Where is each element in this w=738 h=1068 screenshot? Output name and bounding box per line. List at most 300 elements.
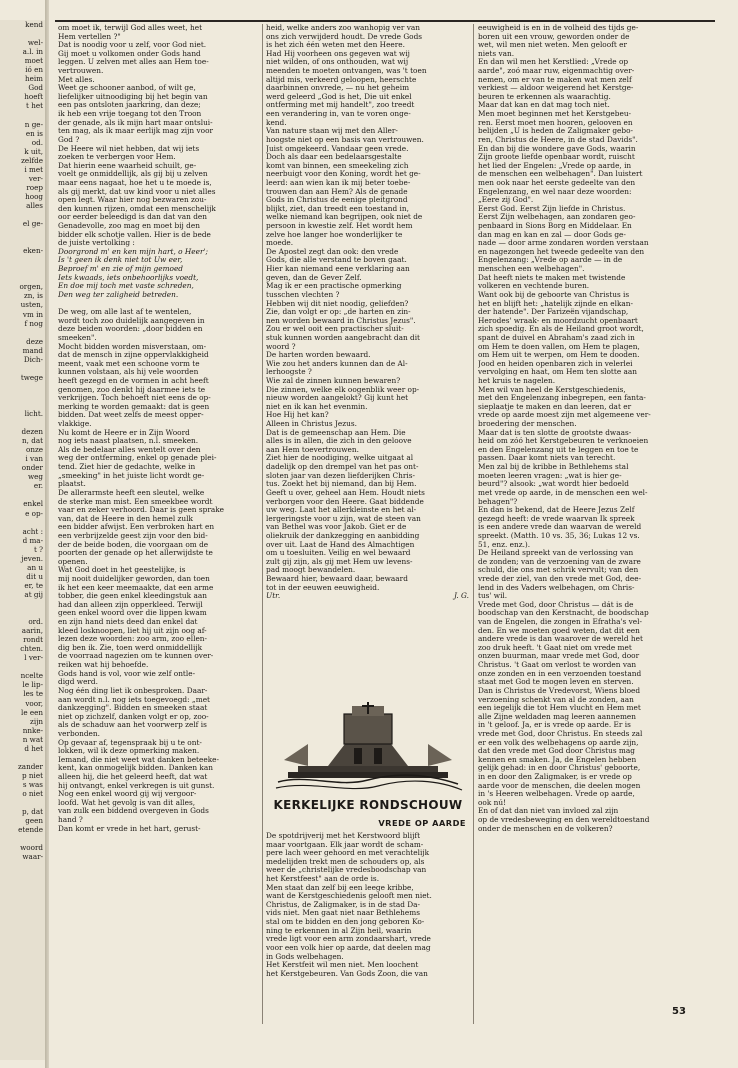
previous-page-line: t ? [33, 544, 43, 554]
previous-page-line: od. [31, 137, 43, 147]
previous-page-line [0, 228, 46, 237]
text-line: penbaard in Sions Borg en Middelaar. En [478, 222, 632, 231]
text-line: het lied der Engelen: „Vrede op aarde, in [478, 161, 632, 170]
text-line: wordt toch zoo duidelijk aangegeven in [58, 316, 205, 325]
text-line: openen. [58, 557, 88, 566]
text-line: ning te erkennen in al Zijn heil, waarin [266, 925, 412, 935]
text-line: Ziet hier de noodiging, welke uitgaat al [266, 454, 414, 463]
text-line: nade — door arme zondaren worden verstaan [478, 239, 649, 248]
previous-page-line: aarin, [21, 626, 43, 636]
text-line: dat de mensch in zijne oppervlakkigheid [58, 351, 209, 360]
text-line: loofd. Wat het gevolg is van dit alles, [58, 798, 196, 807]
text-line: Is 't geen ik denk niet tot Uw eer, [58, 256, 183, 265]
text-line: Jood en heiden openbaren zich in velerlei [478, 359, 633, 368]
text-line: neerbuigt voor den Koning, wordt het ge- [266, 170, 421, 179]
text-line: verkiest — aldoor weigerend het Kerstge- [478, 84, 634, 93]
text-line: vrede op aarde moest zijn met algemeene ver- [478, 411, 651, 420]
text-line: Iets kwaads, iets onbehoorlijks voedt, [58, 273, 199, 282]
text-line: De weg, om alle last af te wentelen, [58, 308, 192, 317]
previous-page-line: el ge- [22, 219, 43, 229]
text-line: om moet ik, terwijl God alles weet, het [58, 24, 203, 32]
previous-page-line: k uit, [24, 146, 43, 156]
previous-page-line: roep [26, 182, 43, 192]
text-line: Den weg ter zaligheid betreden. [58, 290, 179, 299]
text-line: het en blijft het: „hatelijk zijnde en elkan- [478, 299, 634, 308]
text-line: lergeringste voor u zijn, wat de steen van [266, 514, 421, 523]
text-line: met den Engelenzang inbegrepen, een fanta- [478, 394, 646, 403]
text-line: Dat heeft niets te maken met twistende [478, 273, 626, 282]
text-line: En doe mij toch met vaste schreden, [58, 282, 194, 291]
previous-page-line: weg [27, 472, 43, 482]
text-line: mij nooit duidelijker geworden, dan toen [58, 575, 210, 583]
text-line: Als de bedelaar alles wentelt over den [58, 445, 201, 454]
article-signature [266, 592, 469, 601]
text-line: Het Kerstfeit wil men niet. Men loochent [266, 960, 419, 970]
text-line: persoon in kwestie zelf. Het wordt hem [266, 222, 413, 231]
text-line: in 't geloof. Ja, er is vrede op aarde. Er is [478, 721, 631, 730]
text-line: meenden te moeten ontvangen, was 't toen [266, 67, 427, 76]
text-line: dadelijk op den drempel van het pas ont- [266, 463, 419, 472]
text-line: sloten jaar van dezen liefderijken Chris- [266, 471, 415, 480]
previous-page-line: etende [18, 825, 43, 835]
previous-page-line [0, 382, 46, 391]
previous-page-line: n wat [22, 734, 43, 744]
text-line: plaatst. [58, 480, 86, 489]
text-line: Weet ge schooner aanbod, of wilt ge, [58, 84, 196, 93]
text-line: dankzegging". Bidden en smeeken staat [58, 704, 208, 713]
text-line: er een volk des welbehagens op aarde zijn, [478, 738, 639, 747]
text-line: zoo druk heeft. 't Gaat niet om vrede met [478, 643, 632, 652]
text-line: zoeken te verbergen voor Hem. [58, 153, 176, 162]
text-line: heeft gezegd en de vormen in acht heeft [58, 376, 209, 385]
text-line: geven, dan de Gever Zelf. [266, 273, 362, 282]
text-line: een bidder afwijst. Een verbroken hart en [58, 523, 215, 532]
text-line: is het zich één weten met den Heere. [266, 41, 405, 50]
previous-page-line: zijn [30, 716, 43, 726]
text-line: smeeken". [58, 333, 97, 342]
text-line: lezen deze woorden: zoo arm, zoo ellen- [58, 635, 208, 644]
text-line: aan Hem toevertrouwen. [266, 445, 359, 454]
text-line: gezegd heeft: de vrede waarvan Ik spreek [478, 514, 635, 523]
previous-page-line [0, 599, 46, 608]
previous-page-line: le lip- [22, 680, 43, 690]
previous-page-line: waar- [22, 852, 43, 862]
text-line: broedering der menschen. [478, 420, 577, 429]
text-line: den. En we moeten goed weten, dat dit een [478, 626, 640, 635]
text-line: En dan wil men het Kerstlied: „Vrede op [478, 58, 629, 67]
previous-page-line: ncelte [20, 671, 43, 681]
previous-page-line [0, 798, 46, 807]
text-line: van, dat de Heere in den hemel zulk [58, 514, 193, 523]
text-line: Mocht bidden worden misverstaan, om- [58, 342, 207, 351]
text-line: Gods, die alle verstand te boven gaat. [266, 256, 407, 265]
text-line: Christus, de Zaligmaker, is in de stad Da- [266, 899, 420, 909]
page-number: 53 [672, 1006, 686, 1017]
text-line: over uit. Laat de Hand des Almachtigen [266, 540, 415, 549]
text-line: als gij merkt, dat uw kind voor u niet alles [58, 187, 216, 196]
previous-page-line: mand [22, 345, 43, 355]
text-line: zult gij zijn, als gij met Hem uw levens- [266, 557, 413, 566]
text-line: om Hem uit te werpen, om Hem te dooden. [478, 351, 640, 360]
previous-page-line: moet [24, 56, 43, 66]
text-line: ren. Eerst moet men hooren, gelooven en [478, 118, 633, 127]
text-line: Hebben wij dit niet noodig, geliefden? [266, 299, 409, 308]
text-line: ontferming met mij handelt", zoo treedt [266, 101, 415, 110]
text-line: tus. Zoekt het bij niemand, dan bij Hem. [266, 480, 417, 489]
text-line: nog iets naast plaatsen, n.l. smeeken. [58, 437, 199, 446]
article-column-2-lower [266, 832, 469, 1007]
text-line: Die zinnen, welke elk oogenblik weer op- [266, 385, 420, 394]
previous-page-line [0, 518, 46, 527]
previous-page-line: at gij [24, 589, 43, 599]
text-line: de juiste vertolking : [58, 239, 135, 248]
text-line: Gods hand is vol, voor wie zelf ontle- [58, 669, 196, 678]
text-line: ons zich verwijderd houdt. De vrede Gods [266, 32, 423, 41]
text-line: reiken wat hij behoefde. [58, 661, 149, 670]
text-line: een verandering in, van te voren onge- [266, 110, 411, 119]
text-line: Geeft u over, geheel aan Hem. Houdt niets [266, 488, 425, 497]
text-line: de sterke man mist. Een smeekbee wordt [58, 497, 213, 506]
text-line: trouwen dan aan Hem? Als de genade [266, 187, 408, 196]
text-line: liefelijker uitnoodiging bij het begin van [58, 92, 208, 101]
previous-page-line: er. [33, 481, 43, 491]
text-line: kennen en smaken. Ja, de Engelen hebben [478, 755, 637, 764]
rondschouw-header-illustration [268, 700, 468, 796]
text-line: weg der ontferming, enkel op genade plei- [58, 454, 217, 463]
text-line: boren uit een vrouw, geworden onder de [478, 32, 630, 41]
text-line: leerd: aan wien kan ik mij beter toebe- [266, 178, 411, 187]
text-line: Bewaard hier, bewaard daar, bewaard [266, 575, 408, 583]
text-line: „Eere zij God". [478, 196, 534, 205]
text-line: volkeren en vechtende buren. [478, 282, 590, 291]
text-line: Met alles. [58, 75, 95, 84]
text-line: niet wilden, of ons onthouden, wat wij [266, 58, 409, 67]
text-line: onzen buurman, maar vrede met God, door [478, 652, 640, 661]
signature-author: J. G. [454, 591, 469, 601]
previous-page-line: vm in [22, 309, 43, 319]
previous-page-line: f nog [24, 318, 43, 328]
text-line: vrede der ziel, van den vrede met God, dee- [478, 575, 642, 583]
text-line: der de beide boden, die voorgaan om de [58, 540, 209, 549]
previous-page-fragment [0, 20, 46, 1060]
text-line: komt van binnen, een smeekeling zich [266, 161, 409, 170]
text-line: en zijn hand niets deed dan enkel dat [58, 618, 198, 627]
top-rule [55, 20, 715, 22]
text-line: vervolging en haat, om Hem ten slotte aan [478, 368, 637, 377]
text-line: zich spoedig. En als de Heiland groot wordt, [478, 325, 644, 334]
text-line: vaar en zeker verhoord. Daar is geen sprake [58, 506, 225, 515]
previous-page-line: i van [25, 454, 43, 464]
text-line: vrede met God, door Christus. En steeds zal [478, 729, 643, 738]
text-line: werd geleerd „God is het, Die uit enkel [266, 92, 412, 101]
text-line: De harten worden bewaard. [266, 351, 371, 360]
text-line: gelijk gehad: in en door Christus' geboorte, [478, 764, 641, 773]
text-line: lerhoogste ? [266, 368, 312, 377]
text-line: hand ? [58, 816, 83, 825]
text-line: en den Engelenzang uit te leggen en toe te [478, 445, 639, 454]
text-line: voor een volk hier op aarde, dat deelen mag [266, 942, 431, 952]
text-line: „smeeking" in het juiste licht wordt ge- [58, 471, 205, 480]
previous-page-line [0, 662, 46, 671]
previous-page-line [0, 418, 46, 427]
text-line: Dan komt er vrede in het hart, gerust- [58, 824, 201, 833]
text-line: Maar dat kan en dat mag toch niet. [478, 101, 610, 110]
text-line: het Kerstfeest" aan de orde is. [266, 874, 380, 884]
previous-page-line [0, 400, 46, 409]
previous-page-line: wel- [27, 38, 43, 48]
text-line: Men moet beginnen met het Kerstgebeu- [478, 110, 632, 119]
previous-page-line: jeven. [21, 553, 43, 563]
previous-page-line: t het [26, 101, 43, 111]
text-line: passen. Daar komt niets van terecht. [478, 454, 616, 463]
text-line: verborgen voor den Heere. Gaat biddende [266, 497, 424, 506]
text-line: De allerarmste heeft een sleutel, welke [58, 488, 205, 497]
text-line: oliekruik der dankzegging en aanbidding [266, 531, 420, 540]
previous-page-line: s was [22, 779, 43, 789]
text-line: nieuw worden aangelokt? Gij kunt het [266, 394, 409, 403]
text-line: Christus. 't Gaat om verlost te worden van [478, 661, 637, 670]
previous-page-line: Dich- [23, 354, 43, 364]
previous-page-line: acht : [22, 526, 43, 536]
previous-page-line [0, 753, 46, 762]
previous-page-line: n ge- [24, 119, 43, 129]
text-line: hij ontvangt, enkel verkregen is uit gunst. [58, 781, 215, 790]
text-line: meent, vaak met een schoone vorm te [58, 359, 200, 368]
previous-page-line [0, 29, 46, 38]
text-line: De spotdrijverij met het Kerstwoord blijft [266, 832, 421, 840]
text-line: niets van. [478, 49, 515, 58]
text-line: Nu komt de Heere er in Zijn Woord [58, 428, 190, 437]
text-line: want de Kerstgeschiedenis gelooft men niet. [266, 891, 432, 901]
text-line: lend in des Vaders welbehagen, om Chris- [478, 583, 635, 592]
text-line: nen worden bewaard in Christus Jezus". [266, 316, 416, 325]
text-line: pere lach weer gehoord en met verachtelijk [266, 848, 430, 858]
text-line: het Kerstgebeuren. Van Gods Zoon, die van [266, 968, 428, 978]
text-line: ik heb een vrije toegang tot den Troon [58, 110, 202, 119]
previous-page-line: hoog [25, 191, 43, 201]
text-line: der hatende". Der Farizeën vijandschap, [478, 308, 629, 317]
previous-page-line: en is [25, 128, 43, 138]
text-line: Eerst God. Eerst Zijn liefde in Christus. [478, 204, 626, 213]
text-line: Zie, dan volgt er op: „de harten en zin- [266, 308, 411, 317]
text-line: stal om te bidden en den jong geboren Ko- [266, 917, 425, 927]
previous-page-line [0, 273, 46, 282]
text-line: vertrouwen. [58, 67, 104, 76]
text-line: alle Zijne weldaden mag leeren aannemen [478, 712, 637, 721]
previous-page-line: p niet [22, 770, 43, 780]
text-line: de zonden; van de verzoening van de zware [478, 557, 641, 566]
text-line: Men zal bij de kribbe in Bethlehems stal [478, 463, 629, 472]
text-line: weer de „christelijke vredesboodschap van [266, 865, 427, 875]
previous-page-line [0, 490, 46, 499]
text-line: Engelenzang: „Vrede op aarde — in de [478, 256, 623, 265]
text-line: God ? [58, 135, 80, 144]
text-line: Dat is noodig voor u zelf, voor God niet. [58, 41, 207, 50]
text-line: pad moogt bewandelen. [266, 566, 356, 575]
text-line: hoogste niet op een basis van vertrouwen. [266, 135, 424, 144]
text-line: van de Engelen, die zongen in Efratha's vel- [478, 618, 642, 627]
previous-page-line [0, 264, 46, 273]
text-line: Gij moet u volkomen onder Gods hand [58, 49, 201, 58]
text-line: Vrede met God, door Christus — dát is de [478, 600, 634, 609]
previous-page-line: orgen, [19, 282, 43, 292]
text-line: Beproef m' en zie of mijn gemoed [58, 265, 184, 274]
text-line: bidder elk schotje vallen. Hier is de bede [58, 230, 211, 239]
text-line: alleen hij, die het geleerd heeft, dat wat [58, 773, 208, 782]
text-line: En dan bij die wondere gave Gods, waarin [478, 144, 636, 153]
text-line: kent, kan onmogelijk bidden. Danken kan [58, 764, 213, 773]
text-line: Genadevolle, zoo mag en moet bij den [58, 222, 200, 231]
previous-page-line: onze [26, 445, 43, 455]
text-line: moeten leeren vragen: „wat is hier ge- [478, 471, 622, 480]
previous-page-line: zelfde [21, 155, 43, 165]
text-line: beuren te erkennen als waarachtig. [478, 92, 611, 101]
previous-page-line: e op- [25, 508, 43, 518]
previous-page-line: er, te [24, 580, 43, 590]
previous-page-line: enkel [23, 499, 43, 509]
text-line: spreekt. (Matth. 10 vs. 35, 36; Lukas 12 vs. [478, 531, 640, 540]
previous-page-line: nnke- [22, 725, 43, 735]
previous-page-line: twege [20, 372, 43, 382]
text-line: tus' wil. [478, 592, 508, 601]
previous-page-line: chten. [20, 644, 43, 654]
text-line: een pas ontsloten jaarkring, dan deze; [58, 101, 201, 110]
previous-page-line [0, 834, 46, 843]
text-line: in 's Heeren welbehagen. Vrede op aarde, [478, 790, 635, 799]
text-line: ik het een keer meemaakte, dat een arme [58, 583, 214, 592]
text-line: De Apostel zegt dan ook: den vrede [266, 247, 399, 256]
text-line: kleed losknoopen, liet hij uit zijn oog af- [58, 626, 207, 635]
text-line: had dan alleen zijn opperkleed. Terwijl [58, 600, 203, 609]
text-line: De Heiland spreekt van de verlossing van [478, 549, 634, 558]
text-line: men ook naar het eerste gedeelte van den [478, 178, 636, 187]
signature-place: Utr. [266, 591, 281, 601]
column-divider [473, 24, 474, 1024]
text-line: van zulk een biddend overgeven in Gods [58, 807, 209, 816]
previous-page-line: heim [25, 74, 43, 84]
previous-page-line [0, 328, 46, 337]
previous-page-line: voor, [25, 698, 43, 708]
text-line: verkrijgen. Toch behoeft niet eens de op- [58, 394, 211, 403]
previous-page-line: n, dat [22, 436, 43, 446]
article-heading: VREDE OP AARDE [378, 818, 466, 828]
text-line: dat den vrede met God door Christus mag [478, 747, 635, 756]
text-line: merking te worden gemaakt: dat is geen [58, 402, 210, 411]
previous-page-line: licht. [24, 409, 43, 419]
text-line: moede. [266, 239, 294, 248]
section-heading: KERKELIJKE RONDSCHOUW [273, 798, 463, 812]
text-line: op de vredesbeweging en den wereldtoestand [478, 816, 650, 825]
previous-page-line [0, 364, 46, 373]
text-line: alles is in allen, die zich in den geloove [266, 437, 412, 446]
previous-page-line: alles [26, 200, 43, 210]
text-line: met vrede op aarde, in de menschen een wel- [478, 488, 648, 497]
text-line: aarde voor de menschen, die deelen mogen [478, 781, 641, 790]
text-line: Van nature staan wij met den Aller- [266, 127, 398, 136]
text-line: niet op zichzelf, danken volgt er op, zoo- [58, 712, 209, 721]
text-line: genomen, zoo denkt hij daarmee iets te [58, 385, 206, 394]
previous-page-line: woord [20, 843, 43, 853]
previous-page-line: deze [26, 336, 43, 346]
previous-page-line: rondt [23, 635, 43, 645]
text-line: lokken, wil ik deze opmerking maken. [58, 747, 200, 756]
text-line: andere vrede is dan waarover de wereld het [478, 635, 643, 644]
text-line: Hoe Hij het kan? [266, 411, 329, 420]
text-line: Wie zal de zinnen kunnen bewaren? [266, 376, 401, 385]
text-line: Zijn groote liefde openbaar wordt, ruischt [478, 153, 635, 162]
previous-page-line: zn, is [24, 291, 43, 301]
text-line: kunnen volstaan, als hij vele woorden [58, 368, 199, 377]
previous-page-line: a.l. in [22, 47, 43, 57]
previous-page-line [0, 608, 46, 617]
text-line: Doch als daar een bedelaarsgestalte [266, 153, 402, 162]
previous-page-line: le een [21, 707, 43, 717]
text-line: Had Hij voorheen ons gegeven wat wij [266, 49, 410, 58]
previous-page-line: d het [24, 743, 43, 753]
text-line: Doorgrond m' en ken mijn hart, o Heer'; [58, 247, 208, 256]
text-line: in Gods welbehagen. [266, 951, 344, 961]
text-line: boodschap van den Kerstnacht, de boodschap [478, 609, 649, 618]
text-line: bidden. Dat weet zelfs de meest opper- [58, 411, 204, 420]
text-line: aan wordt n.l. nog iets toegevoegd: „met [58, 695, 210, 704]
text-line: Maar dat is ten slotte de grootste dwaas- [478, 428, 632, 437]
text-line: een iegelijk die tot Hem vlucht en Hem met [478, 704, 641, 713]
previous-page-line: d ma- [22, 535, 43, 545]
text-line: dig ben ik. Zie, toen werd onmiddellijk [58, 643, 203, 652]
text-line: en nagezongen het tweede gedeelte van den [478, 247, 645, 256]
text-line: digd werd. [58, 678, 98, 687]
text-line: vlakkige. [58, 420, 92, 429]
text-line: menschen een welbehagen". [478, 265, 585, 274]
text-line [58, 300, 258, 309]
previous-page-line: o niet [22, 788, 43, 798]
text-line: poorten der genade op het allerwijdste te [58, 549, 213, 558]
text-line: is een andere vrede dan waarvan de wereld [478, 523, 642, 532]
text-line: Dat hierin eene waarheid schuilt, ge- [58, 161, 197, 170]
text-line: Hier kan niemand eene verklaring aan [266, 265, 410, 274]
text-line: om Hem te doen vallen, om Hem te plagen, [478, 342, 640, 351]
text-line: Hem vertellen ?" [58, 32, 121, 41]
article-column-3 [478, 24, 688, 1024]
text-line: staat met God te mogen leven en sterven. [478, 678, 634, 687]
text-line: onze zonden en in een verzoenden toestand [478, 669, 642, 678]
previous-page-line [0, 210, 46, 219]
previous-page-line [0, 237, 46, 246]
text-line: altijd mis, verkeerd geloopen, heerschte [266, 75, 417, 84]
text-line: niet en ik kan het evenmin. [266, 402, 368, 411]
text-line: tusschen vlechten ? [266, 290, 340, 299]
text-line: Dat is de gemeenschap aan Hem. Die [266, 428, 406, 437]
previous-page-line: eken- [23, 246, 43, 256]
text-line: Engelenzang, en wel naar deze woorden: [478, 187, 632, 196]
text-line: stuk kunnen worden aangebracht dan dit [266, 333, 421, 342]
text-line: in en door den Zaligmaker, is er vrede op [478, 773, 632, 782]
text-line: der genade, als ik mijn hart maar ontslui- [58, 118, 213, 127]
text-line: eeuwigheid is en in de volheid des tijds ge- [478, 24, 639, 32]
text-line: onder de menschen en de volkeren? [478, 824, 613, 833]
text-line: wet, wil men niet weten. Men gelooft er [478, 41, 628, 50]
text-line: heid om zóó het Kerstgebeuren te verknoeien [478, 437, 649, 446]
previous-page-line: l ver- [24, 653, 43, 663]
text-line: Mag ik er een practische opmerking [266, 282, 402, 291]
previous-page-line: zander [18, 761, 43, 771]
text-line: medelijden trekt men de schouders op, als [266, 856, 425, 866]
article-column-1 [58, 24, 258, 1014]
text-line: Alleen in Christus Jezus. [266, 420, 357, 429]
text-line: Wie zou het anders kunnen dan de Al- [266, 359, 408, 368]
text-line: sieplaatje te maken en dan leeren, dat er [478, 402, 632, 411]
text-line: 51, enz. enz.). [478, 540, 531, 549]
